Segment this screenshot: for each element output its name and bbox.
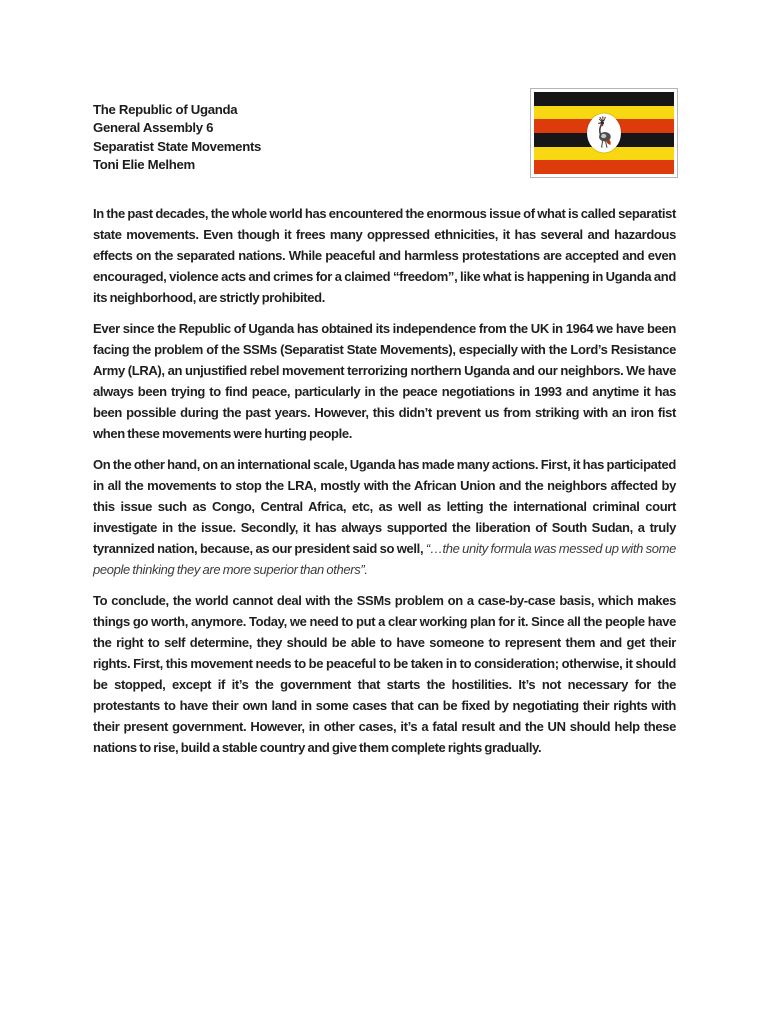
paragraph-3-text: On the other hand, on an international scale, Uganda has made many actions. First, it has participated in all the movements to stop the LRA, mostly with the African Union and the neighbors affected by this issue such as Congo, Central Africa, etc, as well as letting the international criminal court investigate in the issue. Secondly, it has always supported the liberation of South Sudan, a truly tyrannized nation, because, as our president said so well, — [93, 457, 676, 556]
crane-emblem-disc — [587, 114, 621, 153]
document-body — [93, 203, 676, 768]
flag-stripe — [534, 160, 674, 174]
paragraph-3 — [93, 454, 676, 580]
flag-field — [534, 92, 674, 174]
header-line-country: The Republic of Uganda — [93, 102, 238, 117]
paragraph-1-text: In the past decades, the whole world has encountered the enormous issue of what is called separatist state movements. Even though it frees many oppressed ethnicities, it has several and hazardous effects on the separated nations. While peaceful and harmless protestations are accepted and even encouraged, violence acts and crimes for a claimed “freedom”, like what is happening in Uganda and its neighborhood, are strictly prohibited. — [93, 206, 676, 305]
uganda-flag — [530, 88, 678, 178]
paragraph-4-text: To conclude, the world cannot deal with the SSMs problem on a case-by-case basis, which makes things go worth, anymore. Today, we need to put a clear working plan for it. Since all the people have the right to self determine, they should be able to have someone to represent them and get their rights. First, this movement needs to be peaceful to be taken in to consideration; otherwise, it should be stopped, except if it’s the government that starts the hostilities. It’s not necessary for the protestants to have their own land in some cases that can be fixed by negotiating their rights with their present government. However, in other cases, it’s a fatal result and the UN should help these nations to rise, build a stable country and give them complete rights gradually. — [93, 593, 676, 755]
header-line-delegate: Toni Elie Melhem — [93, 157, 195, 173]
header-line-topic: Separatist State Movements — [93, 138, 262, 154]
flag-stripe — [534, 92, 674, 106]
paragraph-2-text: Ever since the Republic of Uganda has obtained its independence from the UK in 1964 we have been facing the problem of the SSMs (Separatist State Movements), especially with the Lord’s Resistance Army (LRA), an unjustified rebel movement terrorizing northern Uganda and our neighbors. We have always been trying to find peace, particularly in the peace negotiations in 1993 and anytime it has been possible during the past years. However, this didn’t prevent us from striking with an iron fist when these movements were hurting people. — [93, 321, 676, 441]
document-header — [93, 101, 261, 175]
crested-crane-icon — [589, 116, 619, 151]
header-line-committee: General Assembly 6 — [93, 120, 214, 136]
paragraph-4 — [93, 590, 676, 758]
paragraph-2 — [93, 318, 676, 444]
president-quote: “…the unity formula was messed up with some people thinking they are more superior than others”. — [93, 541, 676, 577]
paragraph-1 — [93, 203, 676, 308]
